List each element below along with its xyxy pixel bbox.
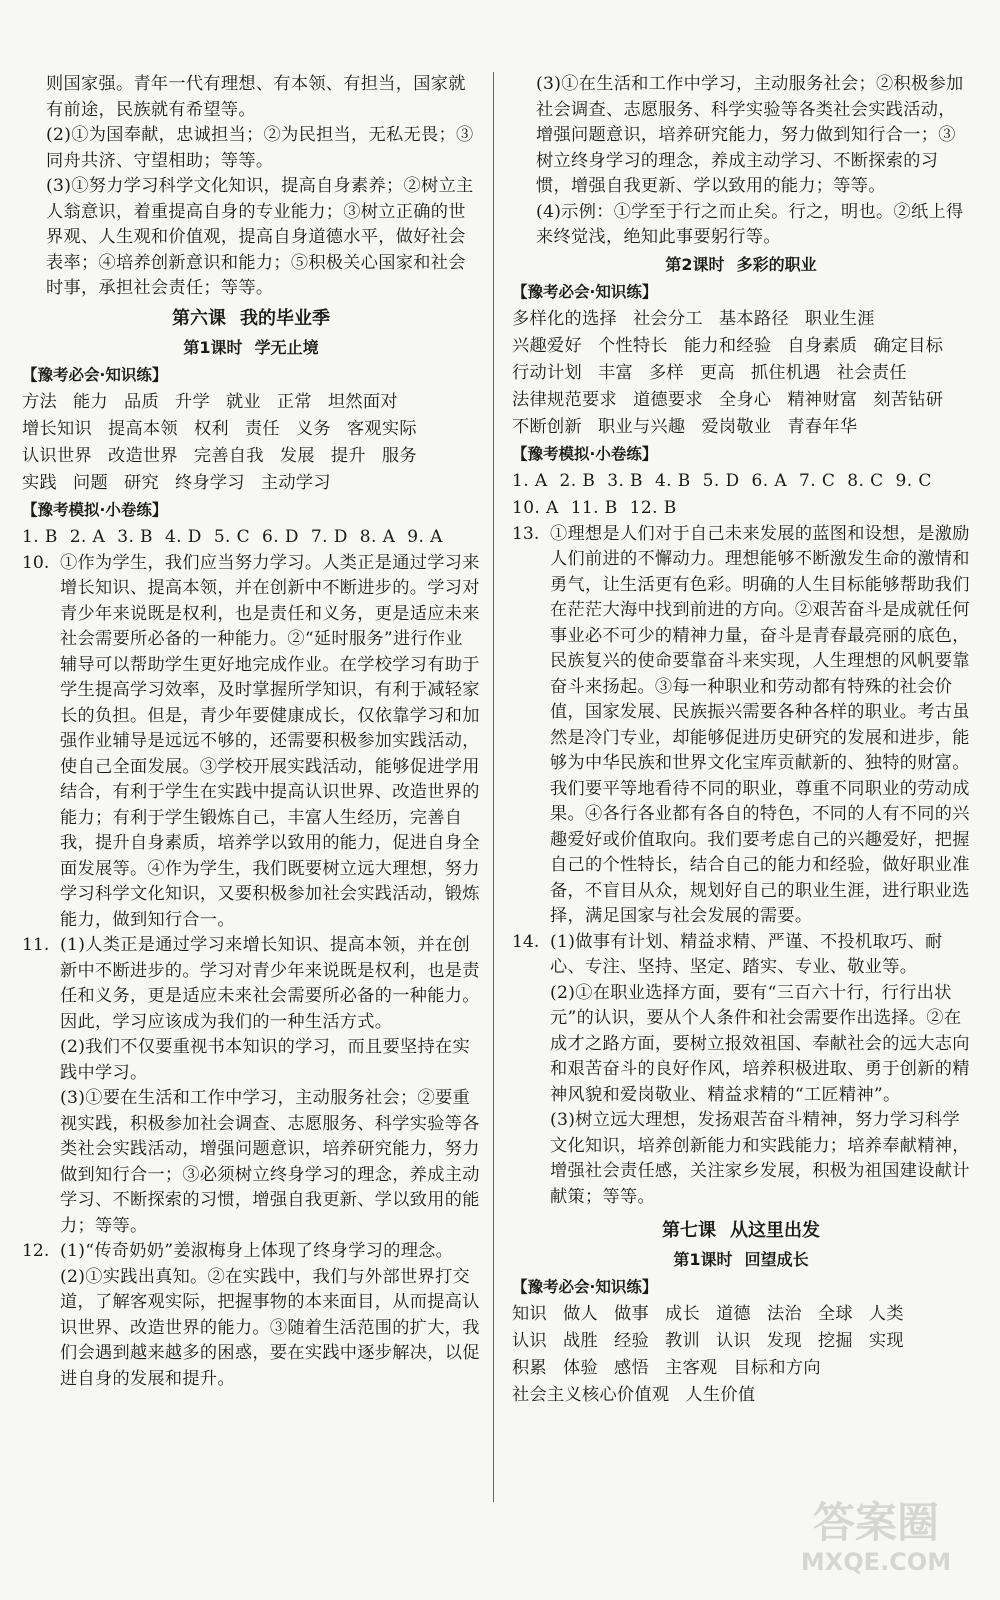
keyword: 认识 xyxy=(512,1331,547,1351)
answer-item: 5. C xyxy=(213,526,251,547)
keyword: 主动学习 xyxy=(260,472,331,493)
lesson-number: 第六课 xyxy=(172,307,226,329)
answer-text: (1)人类正是通过学习来增长知识、提高本领，并在创新中不断进步的。学习对青少年来说既是权利，也是责任和义务，更是适应未来社会需要所必备的一种能力。因此，学习应该成为我们的一种生活方式。 xyxy=(60,935,480,1032)
keyword: 爱岗敬业 xyxy=(701,416,772,437)
keyword: 自身素质 xyxy=(787,335,858,356)
answer-item: 2. A xyxy=(69,526,106,547)
keyword: 战胜 xyxy=(562,1331,598,1351)
column-divider xyxy=(493,72,494,1502)
keyword: 客观实际 xyxy=(346,418,417,439)
right-column xyxy=(512,72,970,1409)
paragraph: (2)①为国奉献，忠诚担当；②为民担当，无私无畏；③同舟共济、守望相助；等等。 xyxy=(46,125,474,171)
keyword: 能力和经验 xyxy=(683,335,772,356)
question-number: 10. xyxy=(22,552,50,573)
keyword: 认识 xyxy=(715,1331,751,1351)
keyword: 经验 xyxy=(613,1331,649,1351)
keyword: 兴趣爱好 xyxy=(512,335,582,356)
keyword: 法律规范要求 xyxy=(512,389,617,410)
answer-item: 5. D xyxy=(702,470,740,491)
section-heading: 【豫考必会·知识练】 xyxy=(512,282,658,301)
keyword: 确定目标 xyxy=(873,335,944,356)
answer-item: 8. A xyxy=(359,526,396,547)
keyword: 权利 xyxy=(193,418,229,439)
keyword: 发展 xyxy=(279,445,315,466)
keyword: 人类 xyxy=(868,1304,904,1324)
keyword: 做人 xyxy=(562,1304,598,1324)
keyword-list xyxy=(22,389,480,497)
keyword: 品质 xyxy=(123,391,159,412)
keyword: 职业生涯 xyxy=(804,308,875,329)
keyword: 认识世界 xyxy=(22,445,92,466)
keyword: 目标和方向 xyxy=(733,1358,821,1378)
answer-text: (3)树立远大理想，发扬艰苦奋斗精神，努力学习科学文化知识，培养创新能力和实践能力；培养奉献精神，增强社会责任感，关注家乡发展，积极为祖国建设献计献策；等等。 xyxy=(550,1110,970,1207)
lesson-title xyxy=(512,1216,970,1246)
keyword: 行动计划 xyxy=(512,362,582,383)
keyword: 提高本领 xyxy=(107,418,178,439)
keyword: 职业与兴趣 xyxy=(597,416,686,437)
keyword: 完善自我 xyxy=(193,445,264,466)
keyword: 主客观 xyxy=(664,1358,718,1378)
period-name: 多彩的职业 xyxy=(736,254,817,274)
keyword: 成长 xyxy=(664,1304,700,1324)
keyword: 基本路径 xyxy=(718,308,789,329)
watermark-logo xyxy=(766,1482,986,1582)
keyword: 道德要求 xyxy=(632,389,703,410)
keyword: 全球 xyxy=(817,1304,853,1324)
answer-item: 3. B xyxy=(607,470,643,491)
answer-text: ①作为学生，我们应当努力学习。人类正是通过学习来增长知识、提高本领，并在创新中不断进步的。学习对青少年来说既是权利，也是责任和义务，更是适应未来社会需要所必备的一种能力。②“延时服务”进行作业辅导可以帮助学生更好地完成作业。在学校学习有助于学生提高学习效率，及时掌握所学知识，有利于减轻家长的负担。但是，青少年要健康成长，仅依靠学习和加强作业辅导是远远不够的，还需要积极参加实践活动，使自己全面发展。③学校开展实践活动，能够促进学用结合，有利于学生在实践中提高认识世界、改造世界的能力；有利于学生锻炼自己，丰富人生经历，完善自我，提升自身素质，培养学以致用的能力，促进自身全面发展等。④作为学生，我们既要树立远大理想，努力学习科学文化知识，又要积极参加社会实践活动，锻炼能力，做到知行合一。 xyxy=(60,552,480,930)
keyword: 道德 xyxy=(715,1304,751,1324)
keyword: 升学 xyxy=(174,391,210,412)
answer-item: 8. C xyxy=(847,470,884,491)
keyword: 发现 xyxy=(766,1331,802,1351)
answer-item: 1. B xyxy=(22,526,58,547)
keyword: 刻苦钻研 xyxy=(873,389,944,410)
keyword: 人生价值 xyxy=(685,1385,756,1405)
keyword: 增长知识 xyxy=(22,418,92,439)
keyword: 感悟 xyxy=(613,1358,649,1378)
keyword: 终身学习 xyxy=(174,472,245,493)
keyword: 体验 xyxy=(562,1358,598,1378)
answer-text: (1)做事有计划、精益求精、严谨、不投机取巧、耐心、专注、坚持、坚定、踏实、专业、敬业等。 xyxy=(550,931,943,977)
answer-item: 10. A xyxy=(512,497,559,518)
keyword: 抓住机遇 xyxy=(750,362,821,383)
keyword: 改造世界 xyxy=(107,445,178,466)
section-heading: 【豫考必会·知识练】 xyxy=(22,365,168,384)
keyword: 挖掘 xyxy=(817,1331,853,1351)
keyword: 能力 xyxy=(72,391,108,412)
keyword-list xyxy=(512,1301,970,1409)
keyword: 多样 xyxy=(648,362,684,383)
keyword: 精神财富 xyxy=(787,389,858,410)
keyword: 就业 xyxy=(225,391,261,412)
keyword: 提升 xyxy=(330,445,366,466)
answer-item: 1. A xyxy=(512,470,548,491)
keyword: 服务 xyxy=(381,445,417,466)
answer-item: 7. C xyxy=(799,470,836,491)
keyword: 社会分工 xyxy=(632,308,703,329)
keyword: 义务 xyxy=(295,418,331,439)
keyword: 方法 xyxy=(22,391,57,412)
question-13 xyxy=(512,522,970,930)
answer-item: 6. A xyxy=(751,470,788,491)
answer-list xyxy=(512,468,970,522)
lesson-name: 我的毕业季 xyxy=(240,307,330,329)
keyword: 法治 xyxy=(766,1304,802,1324)
section-heading: 【豫考模拟·小卷练】 xyxy=(22,500,168,519)
keyword: 不断创新 xyxy=(512,416,582,437)
answer-item: 6. D xyxy=(262,526,299,547)
period-title xyxy=(512,1246,970,1274)
answer-text: ①理想是人们对于自己未来发展的蓝图和设想，是激励人们前进的不懈动力。理想能够不断激发生命的激情和勇气，让生活更有色彩。明确的人生目标能够帮助我们在茫茫大海中找到前进的方向。②艰苦奋斗是成就任何事业必不可少的精神力量，奋斗是青春最亮丽的底色，民族复兴的使命要靠奋斗来实现，人生理想的风帆要靠奋斗来扬起。③每一种职业和劳动都有特殊的社会价值，国家发展、民族振兴需要各种各样的职业。考古虽然是冷门专业，却能够促进历史研究的发展和进步，能够为中华民族和世界文化宝库贡献新的、独特的财富。我们要平等地看待不同的职业，尊重不同职业的劳动成果。④各行各业都有各自的特色，不同的人有不同的兴趣爱好或价值取向。我们要考虑自己的兴趣爱好，把握自己的个性特长，结合自己的能力和经验，做好职业准备，不盲目从众，规划好自己的职业生涯，进行职业选择，满足国家与社会发展的需要。 xyxy=(550,523,970,926)
answer-item: 11. B xyxy=(570,497,618,518)
period-name: 回望成长 xyxy=(744,1250,809,1269)
keyword: 责任 xyxy=(244,418,280,439)
keyword: 实践 xyxy=(22,472,57,493)
period-number: 第1课时 xyxy=(673,1250,733,1269)
keyword: 问题 xyxy=(72,472,108,493)
keyword: 知识 xyxy=(512,1304,547,1324)
section-heading: 【豫考必会·知识练】 xyxy=(512,1278,658,1296)
answer-text: (3)①要在生活和工作中学习，主动服务社会；②要重视实践，积极参加社会调查、志愿服务、科学实验等各类社会实践活动，增强问题意识，培养研究能力，努力做到知行合一；③必须树立终身学习的理念，养成主动学习、不断探索的习惯，增强自我更新、学以致用的能力；等等。 xyxy=(60,1088,480,1236)
section-heading: 【豫考模拟·小卷练】 xyxy=(512,444,658,463)
answer-item: 9. C xyxy=(895,470,932,491)
answer-item: 4. B xyxy=(654,470,691,491)
answer-item: 4. D xyxy=(164,526,202,547)
period-number: 第2课时 xyxy=(665,254,725,274)
svg-text:答案圈: 答案圈 xyxy=(812,1498,940,1547)
keyword: 青春年华 xyxy=(787,416,858,437)
answer-text: (1)“传奇奶奶”姜淑梅身上体现了终身学习的理念。 xyxy=(60,1241,454,1261)
keyword-list xyxy=(512,306,970,441)
period-title xyxy=(22,334,480,362)
keyword: 研究 xyxy=(123,472,159,493)
question-number: 11. xyxy=(22,935,50,955)
lesson-number: 第七课 xyxy=(662,1220,716,1241)
question-14 xyxy=(512,930,970,1211)
keyword: 实现 xyxy=(868,1331,904,1351)
keyword: 个性特长 xyxy=(597,335,668,356)
question-number: 13. xyxy=(512,523,540,544)
question-11 xyxy=(22,933,480,1239)
keyword: 正常 xyxy=(276,391,312,412)
keyword: 坦然面对 xyxy=(327,391,398,412)
keyword: 更高 xyxy=(699,362,735,383)
answer-item: 3. B xyxy=(117,526,153,547)
paragraph: (4)示例：①学至于行之而止矣。行之，明也。②纸上得来终觉浅，绝知此事要躬行等。 xyxy=(536,201,964,247)
period-title xyxy=(512,251,970,279)
paragraph: (3)①努力学习科学文化知识，提高自身素养；②树立主人翁意识，着重提高自身的专业能力；③树立正确的世界观、人生观和价值观，提高自身道德水平，做好社会表率；④培养创新意识和能力；⑤积极关心国家和社会时事，承担社会责任；等等。 xyxy=(46,176,474,298)
answer-list xyxy=(22,524,480,551)
answer-item: 2. B xyxy=(559,470,596,491)
paragraph: 则国家强。青年一代有理想、有本领、有担当，国家就有前途，民族就有希望等。 xyxy=(46,74,466,120)
answer-item: 12. B xyxy=(629,497,677,518)
answer-item: 9. A xyxy=(407,526,443,547)
keyword: 丰富 xyxy=(597,362,633,383)
keyword: 做事 xyxy=(613,1304,649,1324)
lesson-name: 从这里出发 xyxy=(730,1220,820,1241)
keyword: 全身心 xyxy=(718,389,772,410)
question-number: 14. xyxy=(512,931,540,952)
left-column xyxy=(22,72,480,1392)
answer-text: (2)①在职业选择方面，要有“三百六十行，行行出状元”的认识，要从个人条件和社会需要作出选择。②在成才之路方面，要树立报效祖国、奉献社会的远大志向和艰苦奋斗的良好作风，培养积极进取、勇于创新的精神风貌和爱岗敬业、精益求精的“工匠精神”。 xyxy=(550,982,970,1105)
lesson-title xyxy=(22,304,480,334)
question-number: 12. xyxy=(22,1241,50,1261)
keyword: 社会责任 xyxy=(836,362,907,383)
period-name: 学无止境 xyxy=(254,337,319,357)
keyword: 教训 xyxy=(664,1331,700,1351)
period-number: 第1课时 xyxy=(183,337,243,357)
answer-text: (2)①实践出真知。②在实践中，我们与外部世界打交道，了解客观实际，把握事物的本来面目，从而提高认识世界、改造世界的能力。③随着生活范围的扩大，我们会遇到越来越多的困惑，要在实践中逐步解决，以促进自身的发展和提升。 xyxy=(60,1266,480,1389)
answer-text: (2)我们不仅要重视书本知识的学习，而且要坚持在实践中学习。 xyxy=(60,1037,470,1083)
keyword: 多样化的选择 xyxy=(512,308,617,329)
keyword: 积累 xyxy=(512,1358,547,1378)
answer-item: 7. D xyxy=(310,526,348,547)
question-12 xyxy=(22,1239,480,1392)
paragraph: (3)①在生活和工作中学习，主动服务社会；②积极参加社会调查、志愿服务、科学实验等各类社会实践活动，增强问题意识，培养研究能力，努力做到知行合一；③树立终身学习的理念，养成主动学习、不断探索的习惯，增强自我更新、学以致用的能力；等等。 xyxy=(536,74,964,196)
question-10 xyxy=(22,551,480,934)
svg-text:MXQE.COM: MXQE.COM xyxy=(800,1548,952,1576)
keyword: 社会主义核心价值观 xyxy=(512,1385,670,1405)
